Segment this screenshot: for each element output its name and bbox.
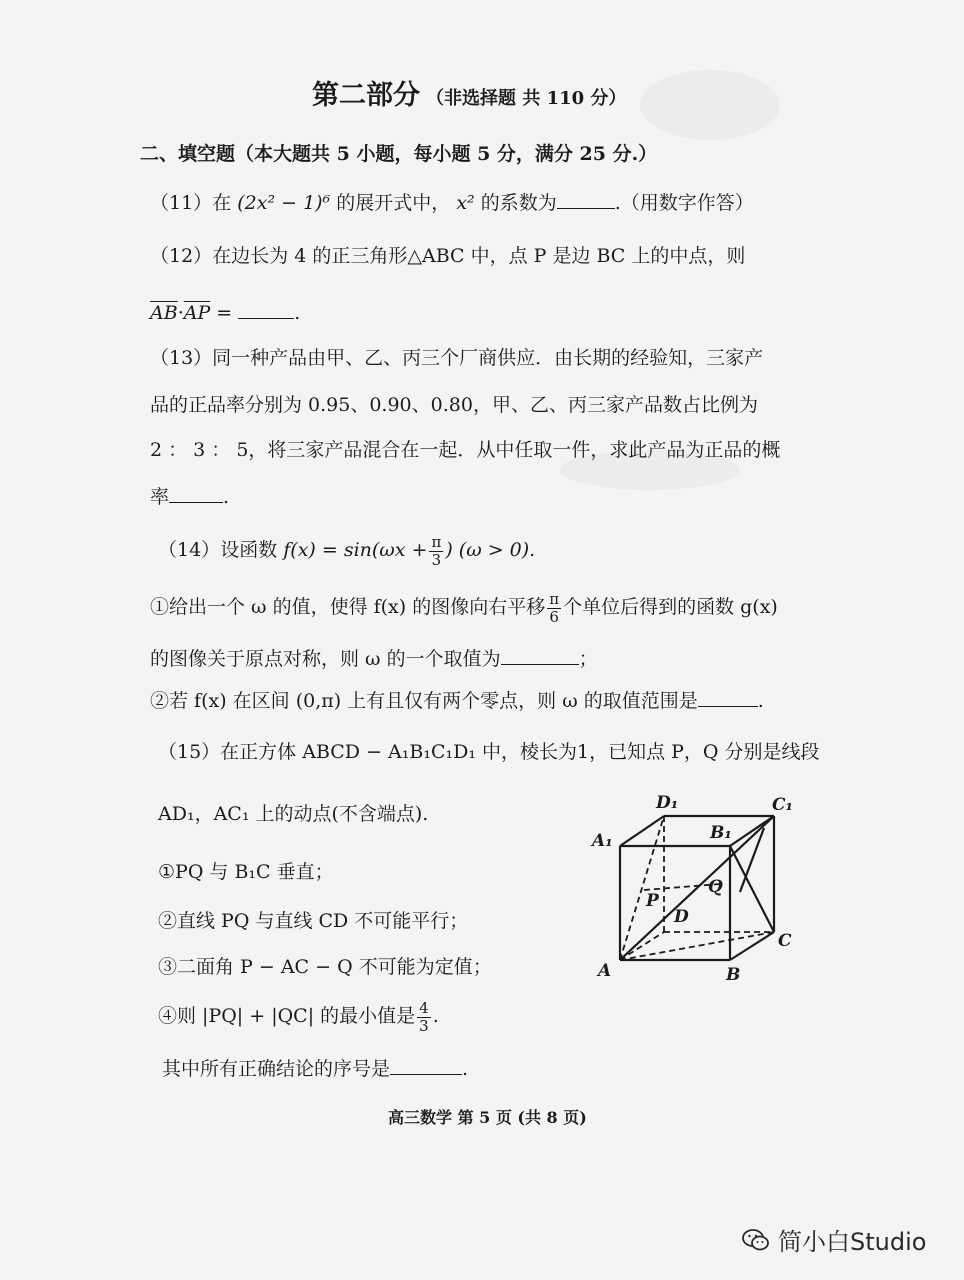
q14-pre: 设函数 [220,539,278,561]
q14-s2-tail: . [757,690,764,712]
edge-A1D1 [620,816,664,846]
paper-smudge [640,70,780,140]
dot-product: · [177,302,184,324]
answer-blank[interactable] [238,300,294,319]
label-D1: D₁ [656,793,679,813]
q12-tail: . [294,302,301,324]
q15-final-text: 其中所有正确结论的序号是 [162,1058,391,1080]
q11-variable: x² [456,192,475,214]
label-A1: A₁ [592,831,613,851]
frac-numerator: π [431,532,442,551]
q15-final-tail: . [462,1058,469,1080]
question-14 [158,528,535,572]
vector-ab: $\overline{AB}$ [150,302,178,324]
q11-expression: (2x² − 1)⁶ [237,192,331,214]
equals-sign: = [216,302,233,324]
fraction-pi-over-3 [429,534,443,569]
q15-line2: AD₁，AC₁ 上的动点(不含端点). [158,803,429,825]
frac-denominator: 6 [549,607,559,626]
q14-number: （14） [158,539,221,561]
label-D: D [674,907,689,927]
answer-blank[interactable] [698,688,758,707]
q15-line1: （15）在正方体 ABCD − A₁B₁C₁D₁ 中，棱长为1，已知点 P，Q 分别是线段 [158,741,820,763]
label-C1: C₁ [772,795,793,815]
page-footer: 高三数学 第 5 页 (共 8 页) [388,1108,587,1127]
q13-line1: （13）同一种产品由甲、乙、丙三个厂商供应．由长期的经验知，三家产 [150,347,764,369]
q14-statement-1-line2 [150,646,598,671]
cube-solid-edges [620,816,774,960]
q13-line3: 2 ： 3 ： 5，将三家产品混合在一起．从中任取一件，求此产品为正品的概 [150,439,781,461]
frac-numerator: 4 [419,998,429,1017]
label-B: B [726,965,741,985]
q15-claim-4 [158,994,439,1038]
frac-denominator: 3 [419,1016,429,1035]
watermark-text: 简小白Studio [778,1228,927,1256]
q14-s1-post: 个单位后得到的函数 g(x) [563,596,778,618]
q14-s1-tail: ； [578,648,598,670]
q12-number: （12） [150,245,213,267]
q15-final [162,1056,468,1081]
q11-post: 的系数为 [480,192,557,214]
part-heading [312,80,626,115]
q12-text: 在边长为 4 的正三角形△ABC 中，点 P 是边 BC 上的中点，则 [212,245,746,267]
wechat-icon [742,1228,770,1252]
q14-s2: ②若 f(x) 在区间 (0,π) 上有且仅有两个零点，则 ω 的取值范围是 [150,690,698,712]
answer-blank[interactable] [390,1056,462,1075]
q11-number: （11） [150,192,213,214]
answer-blank[interactable] [169,484,223,503]
cube-figure [580,780,800,990]
label-A: A [598,961,612,981]
q11-tail: .（用数字作答） [614,192,754,214]
answer-blank[interactable] [501,646,579,665]
part-subtitle: （非选择题 共 110 分） [426,88,627,109]
q13-word: 率 [150,486,170,508]
q15-claim-3: ③二面角 P − AC − Q 不可能为定值； [158,956,492,978]
part-title: 第二部分 [312,80,420,111]
label-P: P [646,891,659,911]
watermark [742,1222,926,1257]
q14-s1-pre: ①给出一个 ω 的值，使得 f(x) 的图像向右平移 [150,596,546,618]
question-12-line2 [150,300,300,325]
q14-statement-1 [150,585,778,629]
q11-pre: 在 [212,192,232,214]
fraction-4-over-3 [417,1000,431,1035]
q15-c4-pre: ④则 |PQ| + |QC| 的最小值是 [158,1005,416,1027]
question-11 [150,190,754,215]
q14-statement-2 [150,688,764,713]
question-12-line1 [150,244,745,268]
answer-blank[interactable] [557,190,615,209]
frac-denominator: 3 [431,550,442,569]
q14-s1-line2: 的图像关于原点对称，则 ω 的一个取值为 [150,648,501,670]
label-Q: Q [708,877,723,897]
section-heading: 二、填空题（本大题共 5 小题，每小题 5 分，满分 25 分.） [140,143,658,165]
q13-tail: . [223,486,230,508]
q15-claim-2: ②直线 PQ 与直线 CD 不可能平行； [158,910,469,932]
label-B1: B₁ [710,823,732,843]
q14-post: ) (ω > 0). [445,539,536,561]
q15-c4-tail: . [432,1005,439,1027]
q15-claim-1: ①PQ 与 B₁C 垂直； [158,861,334,883]
q13-line2: 品的正品率分别为 0.95、0.90、0.80，甲、乙、丙三家产品数占比例为 [150,394,758,416]
q11-mid: 的展开式中， [336,192,451,214]
q13-line4 [150,484,229,509]
fraction-pi-over-6 [547,591,561,626]
frac-numerator: π [549,589,560,608]
edge-B1C1 [730,816,774,846]
label-C: C [778,931,792,951]
q14-function: f(x) = sin(ωx + [283,539,428,561]
vector-ap: $\overline{AP}$ [183,302,211,324]
